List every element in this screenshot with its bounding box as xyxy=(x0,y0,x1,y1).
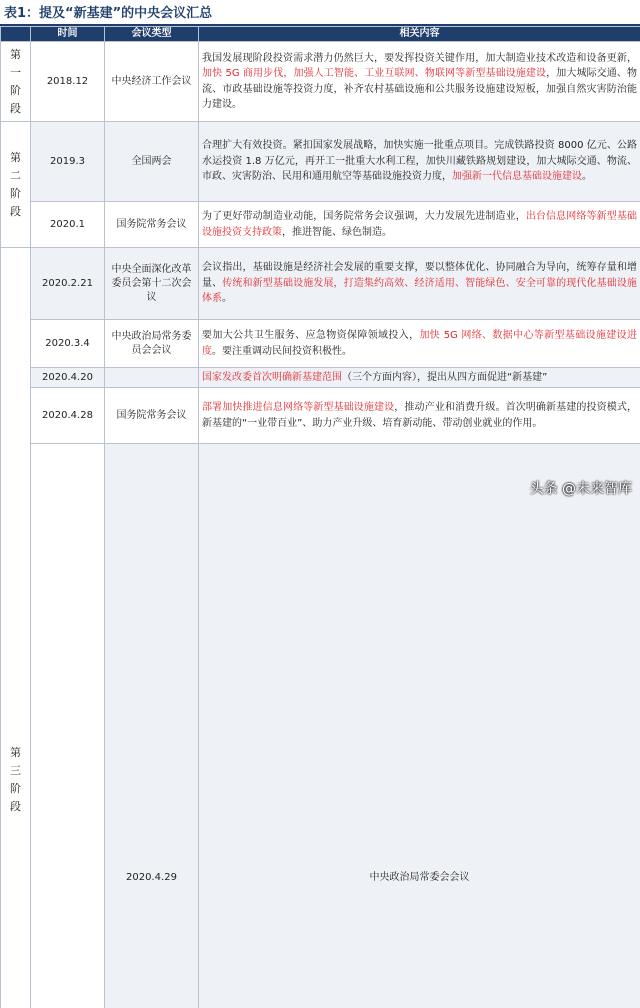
row-content xyxy=(199,202,640,248)
stage-1-cell: 第 一 阶 段 xyxy=(1,42,31,122)
row-date: 2020.3.4 xyxy=(31,320,105,368)
header-meeting-type: 会议类型 xyxy=(105,27,199,42)
table-row xyxy=(1,42,640,122)
row-meeting-type: 中央经济工作会议 xyxy=(105,42,199,122)
highlighted-text: 部署加快推进信息网络等新型基础设施建设 xyxy=(202,402,394,413)
content-text: ，推动产业和消费升级。首次明确新基建的投资模式，新基建的“一业带百业”、助力产业升级、培育新动能、带动创业就业的作用。 xyxy=(202,402,637,429)
table-row xyxy=(1,320,640,368)
row-content xyxy=(199,248,640,320)
stage-2-cell: 第 二 阶 段 xyxy=(1,122,31,248)
table-title: 表1：提及“新基建”的中央会议汇总 xyxy=(4,4,212,24)
content-text: 会议指出，基础设施是经济社会发展的重要支撑，要以整体优化、协同融合为导向，统筹存量和增量、 xyxy=(202,262,637,289)
row-date: 2019.3 xyxy=(31,122,105,202)
row-meeting-type: 国务院常务会议 xyxy=(105,388,199,444)
table-row xyxy=(1,122,640,202)
content-text: 。 xyxy=(582,171,592,182)
stage-3-continued-cell xyxy=(31,444,105,1008)
content-text: 为了更好带动制造业动能，国务院常务会议强调，大力发展先进制造业， xyxy=(202,211,526,222)
row-meeting-type xyxy=(105,368,199,388)
row-meeting-type: 国务院常务会议 xyxy=(105,202,199,248)
meeting-table xyxy=(0,26,640,1008)
content-text: ，加大城际交通、物流、市政基础设施等投资力度，补齐农村基础设施和公共服务设施建设短板，加强自然灾害防治能力建设。 xyxy=(202,68,637,110)
highlighted-text: 加快 5G 商用步伐，加强人工智能、工业互联网、物联网等新型基础设施建设 xyxy=(202,68,546,79)
row-date: 2020.4.20 xyxy=(31,368,105,388)
row-meeting-type: 中央政治局常委会会议 xyxy=(199,444,640,1008)
highlighted-text: 加快 5G 网络、数据中心等新型基础设施建设进度 xyxy=(202,330,637,357)
table-row xyxy=(1,368,640,388)
row-content xyxy=(199,122,640,202)
row-content xyxy=(199,388,640,444)
row-date: 2020.1 xyxy=(31,202,105,248)
row-date: 2018.12 xyxy=(31,42,105,122)
content-text: 。 xyxy=(222,293,232,304)
stage-3-cell: 第 三 阶 段 xyxy=(1,248,31,1008)
row-date: 2020.4.29 xyxy=(105,444,199,1008)
row-meeting-type: 全国两会 xyxy=(105,122,199,202)
row-content xyxy=(199,368,640,388)
header-content: 相关内容 xyxy=(199,27,640,42)
highlighted-text: 加强新一代信息基础设施建设 xyxy=(452,171,582,182)
watermark: 头条 @未来智库 xyxy=(530,478,632,498)
row-date: 2020.2.21 xyxy=(31,248,105,320)
content-text: 合理扩大有效投资。紧扣国家发展战略，加快实施一批重点项目。完成铁路投资 8000 亿元、公路水运投资 1.8 万亿元，再开工一批重大水利工程，加快川藏铁路规划建设，加大城际交通、物流、市政、灾害防治、民用和通用航空等基础设施投资力度， xyxy=(202,140,637,182)
row-meeting-type: 中央政治局常务委员会会议 xyxy=(105,320,199,368)
table-row xyxy=(1,248,640,320)
table-row xyxy=(1,444,640,1008)
row-content xyxy=(199,320,640,368)
content-text: ，推进智能、绿色制造。 xyxy=(282,227,392,238)
content-text: （三个方面内容），提出从四方面促进“新基建” xyxy=(342,372,547,383)
highlighted-text: 出台信息网络等新型基础设施投资支持政策 xyxy=(202,211,637,238)
content-text: 。要注重调动民间投资积极性。 xyxy=(212,346,352,357)
content-text: 要加大公共卫生服务、应急物资保障领域投入， xyxy=(202,330,419,341)
highlighted-text: 传统和新型基础设施发展，打造集约高效、经济适用、智能绿色、安全可靠的现代化基础设施体系 xyxy=(202,278,637,305)
row-date: 2020.4.28 xyxy=(31,388,105,444)
row-content xyxy=(199,42,640,122)
header-row xyxy=(1,27,640,42)
row-meeting-type: 中央全面深化改革委员会第十二次会议 xyxy=(105,248,199,320)
highlighted-text: 国家发改委首次明确新基建范围 xyxy=(202,372,342,383)
table-row xyxy=(1,202,640,248)
content-text: 我国发展现阶段投资需求潜力仍然巨大，要发挥投资关键作用，加大制造业技术改造和设备更新， xyxy=(202,53,637,64)
header-stage xyxy=(1,27,31,42)
header-time: 时间 xyxy=(31,27,105,42)
table-row xyxy=(1,388,640,444)
